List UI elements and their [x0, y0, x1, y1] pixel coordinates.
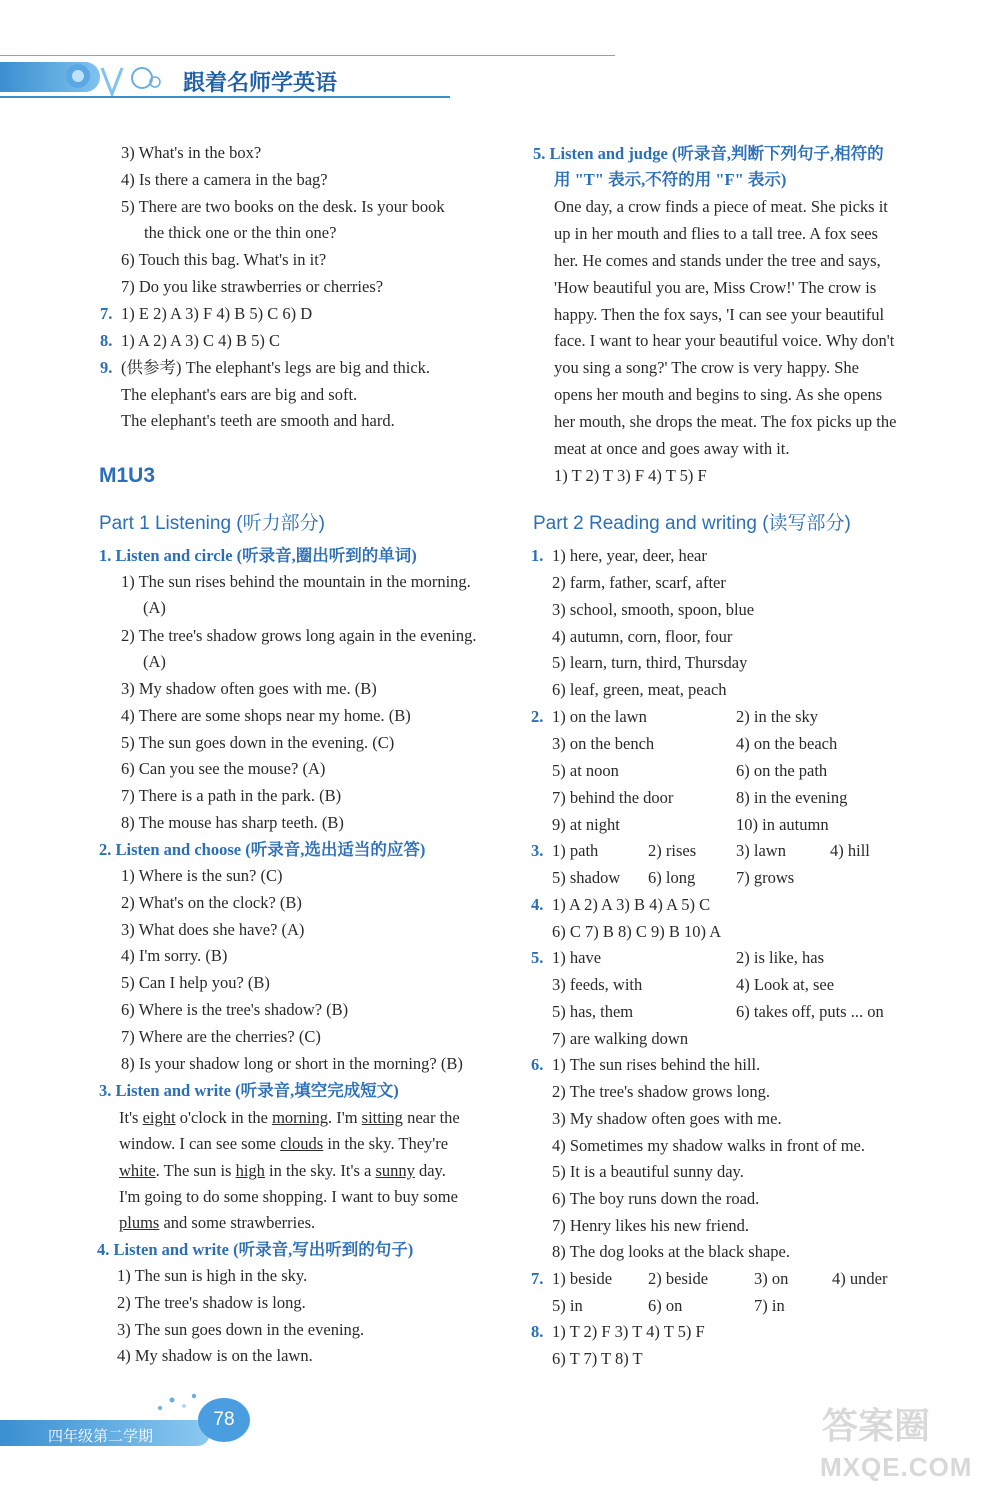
question-number: 2.	[531, 707, 544, 726]
answer-line: 1) T 2) T 3) F 4) T 5) F	[554, 466, 707, 485]
answer-line: 5) in	[552, 1296, 583, 1315]
answer-line: 8) Is your shadow long or short in the morning? (B)	[121, 1054, 463, 1073]
section-heading: 用 "T" 表示,不符的用 "F" 表示)	[554, 170, 787, 189]
watermark-logo: MXQE.COM	[820, 1452, 973, 1482]
answer-line: 5) shadow	[552, 868, 621, 887]
answer-line: 1) E 2) A 3) F 4) B 5) C 6) D	[121, 304, 313, 323]
answer-line: 5) has, them	[552, 1002, 634, 1021]
answer-line: (A)	[143, 598, 166, 617]
answer-line: 1) beside	[552, 1269, 613, 1288]
answer-line: 10) in autumn	[736, 815, 829, 834]
answer-line: 7) in	[754, 1296, 785, 1315]
answer-line: 7) grows	[736, 868, 795, 887]
answer-line: 2) The tree's shadow is long.	[117, 1293, 306, 1312]
answer-line: 1) A 2) A 3) B 4) A 5) C	[552, 895, 711, 914]
section-heading: 4. Listen and write (听录音,写出听到的句子)	[97, 1240, 414, 1259]
answer-line: 3) What does she have? (A)	[121, 920, 305, 939]
section-heading: 1. Listen and circle (听录音,圈出听到的单词)	[99, 546, 417, 565]
answer-line: 4) Sometimes my shadow walks in front of me.	[552, 1136, 866, 1155]
passage-line: her. He comes and stands under the tree and says,	[554, 251, 881, 270]
header-top-rule	[0, 55, 615, 56]
question-number: 7.	[531, 1269, 544, 1288]
question-number: 1.	[531, 546, 544, 565]
answer-line: 5) The sun goes down in the evening. (C)	[121, 733, 395, 752]
answer-line: 2) beside	[648, 1269, 709, 1288]
answer-line: 5) Can I help you? (B)	[121, 973, 270, 992]
answer-line: 1) have	[552, 948, 602, 967]
left-line: 4) Is there a camera in the bag?	[121, 170, 328, 189]
answer-line: 3) My shadow often goes with me.	[552, 1109, 782, 1128]
answer-line: 8) The dog looks at the black shape.	[552, 1242, 790, 1261]
answer-line: 5) It is a beautiful sunny day.	[552, 1162, 744, 1181]
answer-line: 4) under	[832, 1269, 888, 1288]
left-line: 6) Touch this bag. What's in it?	[121, 250, 327, 269]
answer-line: 4) There are some shops near my home. (B)	[121, 706, 411, 725]
fill-in-paragraph-line: plums and some strawberries.	[119, 1213, 316, 1232]
unit-heading: M1U3	[99, 464, 156, 487]
answer-line: 4) autumn, corn, floor, four	[552, 627, 733, 646]
fill-in-paragraph-line: window. I can see some clouds in the sky. They're	[119, 1134, 449, 1153]
question-number: 6.	[531, 1055, 544, 1074]
grade-label: 四年级第二学期	[48, 1428, 154, 1445]
answer-line: 8) in the evening	[736, 788, 848, 807]
left-line: 7) Do you like strawberries or cherries?	[121, 277, 384, 296]
answer-line: 3) on the bench	[552, 734, 655, 753]
passage-line: up in her mouth and flies to a tall tree. A fox sees	[554, 224, 878, 243]
question-number: 5.	[531, 948, 544, 967]
passage-line: opens her mouth and begins to sing. As she opens	[554, 385, 883, 404]
part2-heading: Part 2 Reading and writing (读写部分)	[533, 513, 851, 534]
answer-line: 6) Can you see the mouse? (A)	[121, 759, 326, 778]
answer-line: 1) here, year, deer, hear	[552, 546, 707, 565]
answer-line: 6) on	[648, 1296, 683, 1315]
answer-line: 1) path	[552, 841, 599, 860]
passage-line: her mouth, she drops the meat. The fox picks up the	[554, 412, 897, 431]
answer-line: 4) My shadow is on the lawn.	[117, 1346, 313, 1365]
fill-in-paragraph-line: white. The sun is high in the sky. It's a sunny day.	[119, 1161, 446, 1180]
answer-line: (A)	[143, 652, 166, 671]
answer-line: 4) Look at, see	[736, 975, 835, 994]
fill-in-paragraph-line: It's eight o'clock in the morning. I'm sitting near the	[119, 1108, 460, 1127]
passage-line: face. I want to hear your beautiful voice. Why don't	[554, 331, 895, 350]
answer-line: 6) C 7) B 8) C 9) B 10) A	[552, 922, 722, 941]
left-line: the thick one or the thin one?	[144, 223, 337, 242]
section-heading: 3. Listen and write (听录音,填空完成短文)	[99, 1081, 399, 1100]
answer-line: 5) at noon	[552, 761, 619, 780]
answer-line: 1) A 2) A 3) C 4) B 5) C	[121, 331, 281, 350]
answer-line: 6) The boy runs down the road.	[552, 1189, 760, 1208]
answer-line: 4) hill	[830, 841, 870, 860]
answer-line: 2) rises	[648, 841, 697, 860]
question-number: 9.	[100, 358, 113, 377]
answer-line: 4) on the beach	[736, 734, 838, 753]
answer-line: 2) The tree's shadow grows long.	[552, 1082, 771, 1101]
answer-line: 2) farm, father, scarf, after	[552, 573, 726, 592]
page-number: 78	[198, 1398, 250, 1442]
answer-line: 3) lawn	[736, 841, 786, 860]
answer-line: 5) learn, turn, third, Thursday	[552, 653, 748, 672]
section-heading: 2. Listen and choose (听录音,选出适当的应答)	[99, 840, 426, 859]
answer-line: 6) on the path	[736, 761, 828, 780]
answer-line: 8) The mouse has sharp teeth. (B)	[121, 813, 344, 832]
answer-line: 3) The sun goes down in the evening.	[117, 1320, 365, 1339]
answer-line: 1) on the lawn	[552, 707, 647, 726]
passage-line: meat at once and goes away with it.	[554, 439, 790, 458]
answer-line: 2) in the sky	[736, 707, 819, 726]
answer-line: 1) The sun rises behind the hill.	[552, 1055, 761, 1074]
answer-line: The elephant's ears are big and soft.	[121, 385, 358, 404]
answer-line: 6) leaf, green, meat, peach	[552, 680, 727, 699]
question-number: 3.	[531, 841, 544, 860]
answer-line: 6) long	[648, 868, 696, 887]
answer-line: 7) Henry likes his new friend.	[552, 1216, 750, 1235]
question-number: 7.	[100, 304, 113, 323]
answer-line: 3) My shadow often goes with me. (B)	[121, 679, 377, 698]
watermark-logo-cn: 答案圈	[822, 1405, 931, 1446]
answer-line: 4) I'm sorry. (B)	[121, 946, 228, 965]
answer-line: (供参考) The elephant's legs are big and thick.	[121, 358, 431, 377]
answer-line: 7) are walking down	[552, 1029, 689, 1048]
answer-line: 9) at night	[552, 815, 620, 834]
answer-line: 1) The sun rises behind the mountain in the morning.	[121, 572, 471, 591]
answer-line: 7) Where are the cherries? (C)	[121, 1027, 321, 1046]
answer-line: 6) takes off, puts ... on	[736, 1002, 884, 1021]
question-number: 8.	[531, 1322, 544, 1341]
left-line: 3) What's in the box?	[121, 143, 262, 162]
answer-line: 6) Where is the tree's shadow? (B)	[121, 1000, 349, 1019]
answer-line: 3) on	[754, 1269, 789, 1288]
question-number: 4.	[531, 895, 544, 914]
section-heading: 5. Listen and judge (听录音,判断下列句子,相符的	[533, 144, 884, 163]
answer-line: 3) feeds, with	[552, 975, 643, 994]
passage-line: happy. Then the fox says, 'I can see your beautiful	[554, 305, 885, 324]
answer-line: 7) behind the door	[552, 788, 674, 807]
answer-line: 3) school, smooth, spoon, blue	[552, 600, 755, 619]
passage-line: 'How beautiful you are, Miss Crow!' The crow is	[554, 278, 877, 297]
answer-line: 2) is like, has	[736, 948, 824, 967]
flower-ornament-icon	[60, 60, 170, 100]
answer-line: 6) T 7) T 8) T	[552, 1349, 643, 1368]
question-number: 8.	[100, 331, 113, 350]
part1-heading: Part 1 Listening (听力部分)	[99, 513, 325, 534]
answer-line: 1) T 2) F 3) T 4) T 5) F	[552, 1322, 705, 1341]
fill-in-paragraph-line: I'm going to do some shopping. I want to buy some	[119, 1187, 458, 1206]
answer-line: 7) There is a path in the park. (B)	[121, 786, 342, 805]
header-title: 跟着名师学英语	[183, 70, 338, 95]
answer-line: 2) What's on the clock? (B)	[121, 893, 302, 912]
answer-line: 1) The sun is high in the sky.	[117, 1266, 308, 1285]
passage-line: you sing a song?' The crow is very happy. She	[554, 358, 859, 377]
passage-line: One day, a crow finds a piece of meat. She picks it	[554, 197, 888, 216]
answer-line: The elephant's teeth are smooth and hard.	[121, 411, 395, 430]
left-line: 5) There are two books on the desk. Is your book	[121, 197, 445, 216]
answer-line: 2) The tree's shadow grows long again in the evening.	[121, 626, 477, 645]
answer-line: 1) Where is the sun? (C)	[121, 866, 283, 885]
header-bottom-rule	[0, 96, 450, 98]
